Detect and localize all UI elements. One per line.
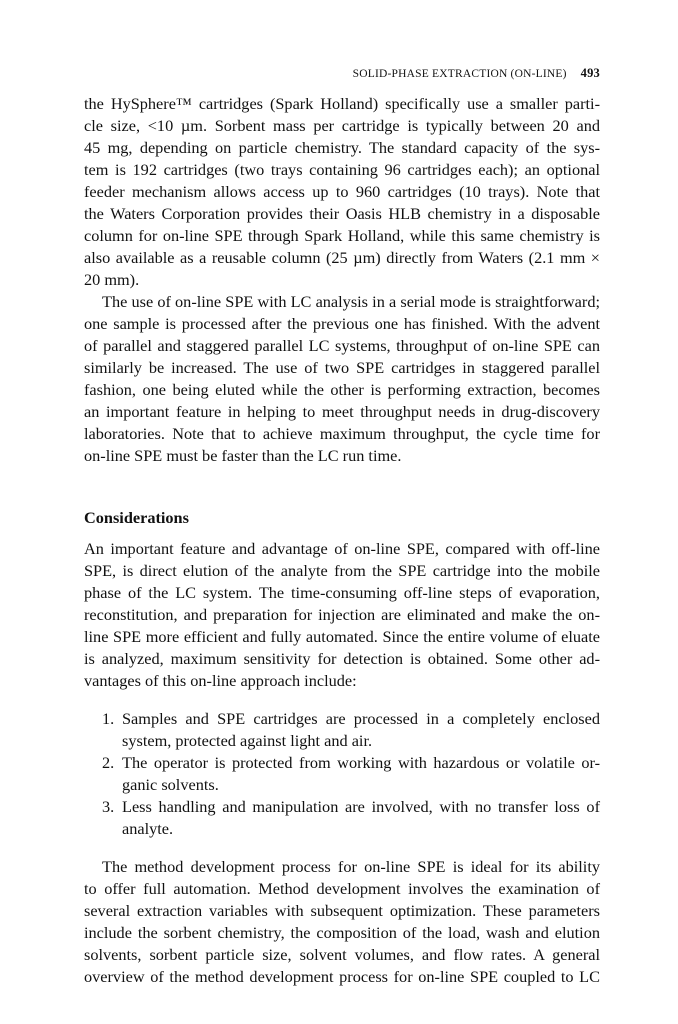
paragraph-3 (84, 538, 600, 692)
text-line: feeder mechanism allows access up to 960 cartridges (10 trays). Note that (84, 182, 600, 201)
text-line: 20 mm). (84, 270, 140, 289)
text-line: Less handling and manipulation are involved, with no transfer loss of (122, 797, 600, 816)
list-number: 1. (102, 709, 115, 728)
text-line: column for on-line SPE through Spark Holland, while this same chemistry is (84, 226, 600, 245)
section-spacer (84, 467, 600, 497)
running-title: SOLID-PHASE EXTRACTION (ON-LINE) (352, 68, 567, 80)
text-line: The operator is protected from working with hazardous or volatile or- (122, 753, 600, 772)
text-line: phase of the LC system. The time-consuming off-line steps of evaporation, (84, 583, 600, 602)
text-line: line SPE more efficient and fully automated. Since the entire volume of eluate (84, 627, 600, 646)
text-line: several extraction variables with subsequent optimization. These parameters (84, 901, 600, 920)
text-line: one sample is processed after the previous one has finished. With the advent (84, 314, 600, 333)
text-line: vantages of this on-line approach include: (84, 671, 357, 690)
text-line: include the sorbent chemistry, the composition of the load, wash and elution (84, 923, 600, 942)
text-line: tem is 192 cartridges (two trays containing 96 cartridges each); an optional (84, 160, 600, 179)
text-line: solvents, sorbent particle size, solvent volumes, and flow rates. A general (84, 945, 600, 964)
text-line: system, protected against light and air. (122, 731, 373, 750)
running-header (84, 66, 600, 81)
paragraph-1 (84, 93, 600, 291)
text-line: also available as a reusable column (25 µm) directly from Waters (2.1 mm × (84, 248, 600, 267)
text-line: of parallel and staggered parallel LC systems, throughput of on-line SPE can (84, 336, 600, 355)
text-line: laboratories. Note that to achieve maximum throughput, the cycle time for (84, 424, 600, 443)
text-line: fashion, one being eluted while the other is performing extraction, becomes (84, 380, 600, 399)
section-heading: Considerations (84, 508, 189, 527)
text-line: is analyzed, maximum sensitivity for detection is obtained. Some other ad- (84, 649, 600, 668)
text-line: the Waters Corporation provides their Oasis HLB chemistry in a disposable (84, 204, 600, 223)
advantages-list (84, 708, 600, 840)
body-text (84, 93, 600, 988)
list-item (84, 796, 600, 840)
text-line: 45 mg, depending on particle chemistry. The standard capacity of the sys- (84, 138, 600, 157)
text-line: to offer full automation. Method development involves the examination of (84, 879, 600, 898)
text-line: analyte. (122, 819, 174, 838)
text-line: reconstitution, and preparation for injection are eliminated and make the on- (84, 605, 600, 624)
text-line: ganic solvents. (122, 775, 219, 794)
paragraph-4 (84, 856, 600, 988)
page-number: 493 (580, 66, 600, 80)
text-line: Samples and SPE cartridges are processed in a completely enclosed (122, 709, 600, 728)
text-line: SPE, is direct elution of the analyte from the SPE cartridge into the mobile (84, 561, 600, 580)
text-line: The use of on-line SPE with LC analysis in a serial mode is straightforward; (102, 292, 600, 311)
list-number: 2. (102, 753, 115, 772)
text-line: overview of the method development process for on-line SPE coupled to LC (84, 967, 600, 986)
text-line: cle size, <10 µm. Sorbent mass per cartridge is typically between 20 and (84, 116, 600, 135)
text-line: The method development process for on-line SPE is ideal for its ability (102, 857, 600, 876)
list-item (84, 708, 600, 752)
list-item (84, 752, 600, 796)
list-number: 3. (102, 797, 115, 816)
paragraph-2 (84, 291, 600, 467)
text-line: on-line SPE must be faster than the LC run time. (84, 446, 402, 465)
text-line: similarly be increased. The use of two SPE cartridges in staggered parallel (84, 358, 600, 377)
text-line: the HySphere™ cartridges (Spark Holland) specifically use a smaller parti- (84, 94, 600, 113)
text-line: An important feature and advantage of on-line SPE, compared with off-line (84, 539, 600, 558)
text-line: an important feature in helping to meet throughput needs in drug-discovery (84, 402, 600, 421)
